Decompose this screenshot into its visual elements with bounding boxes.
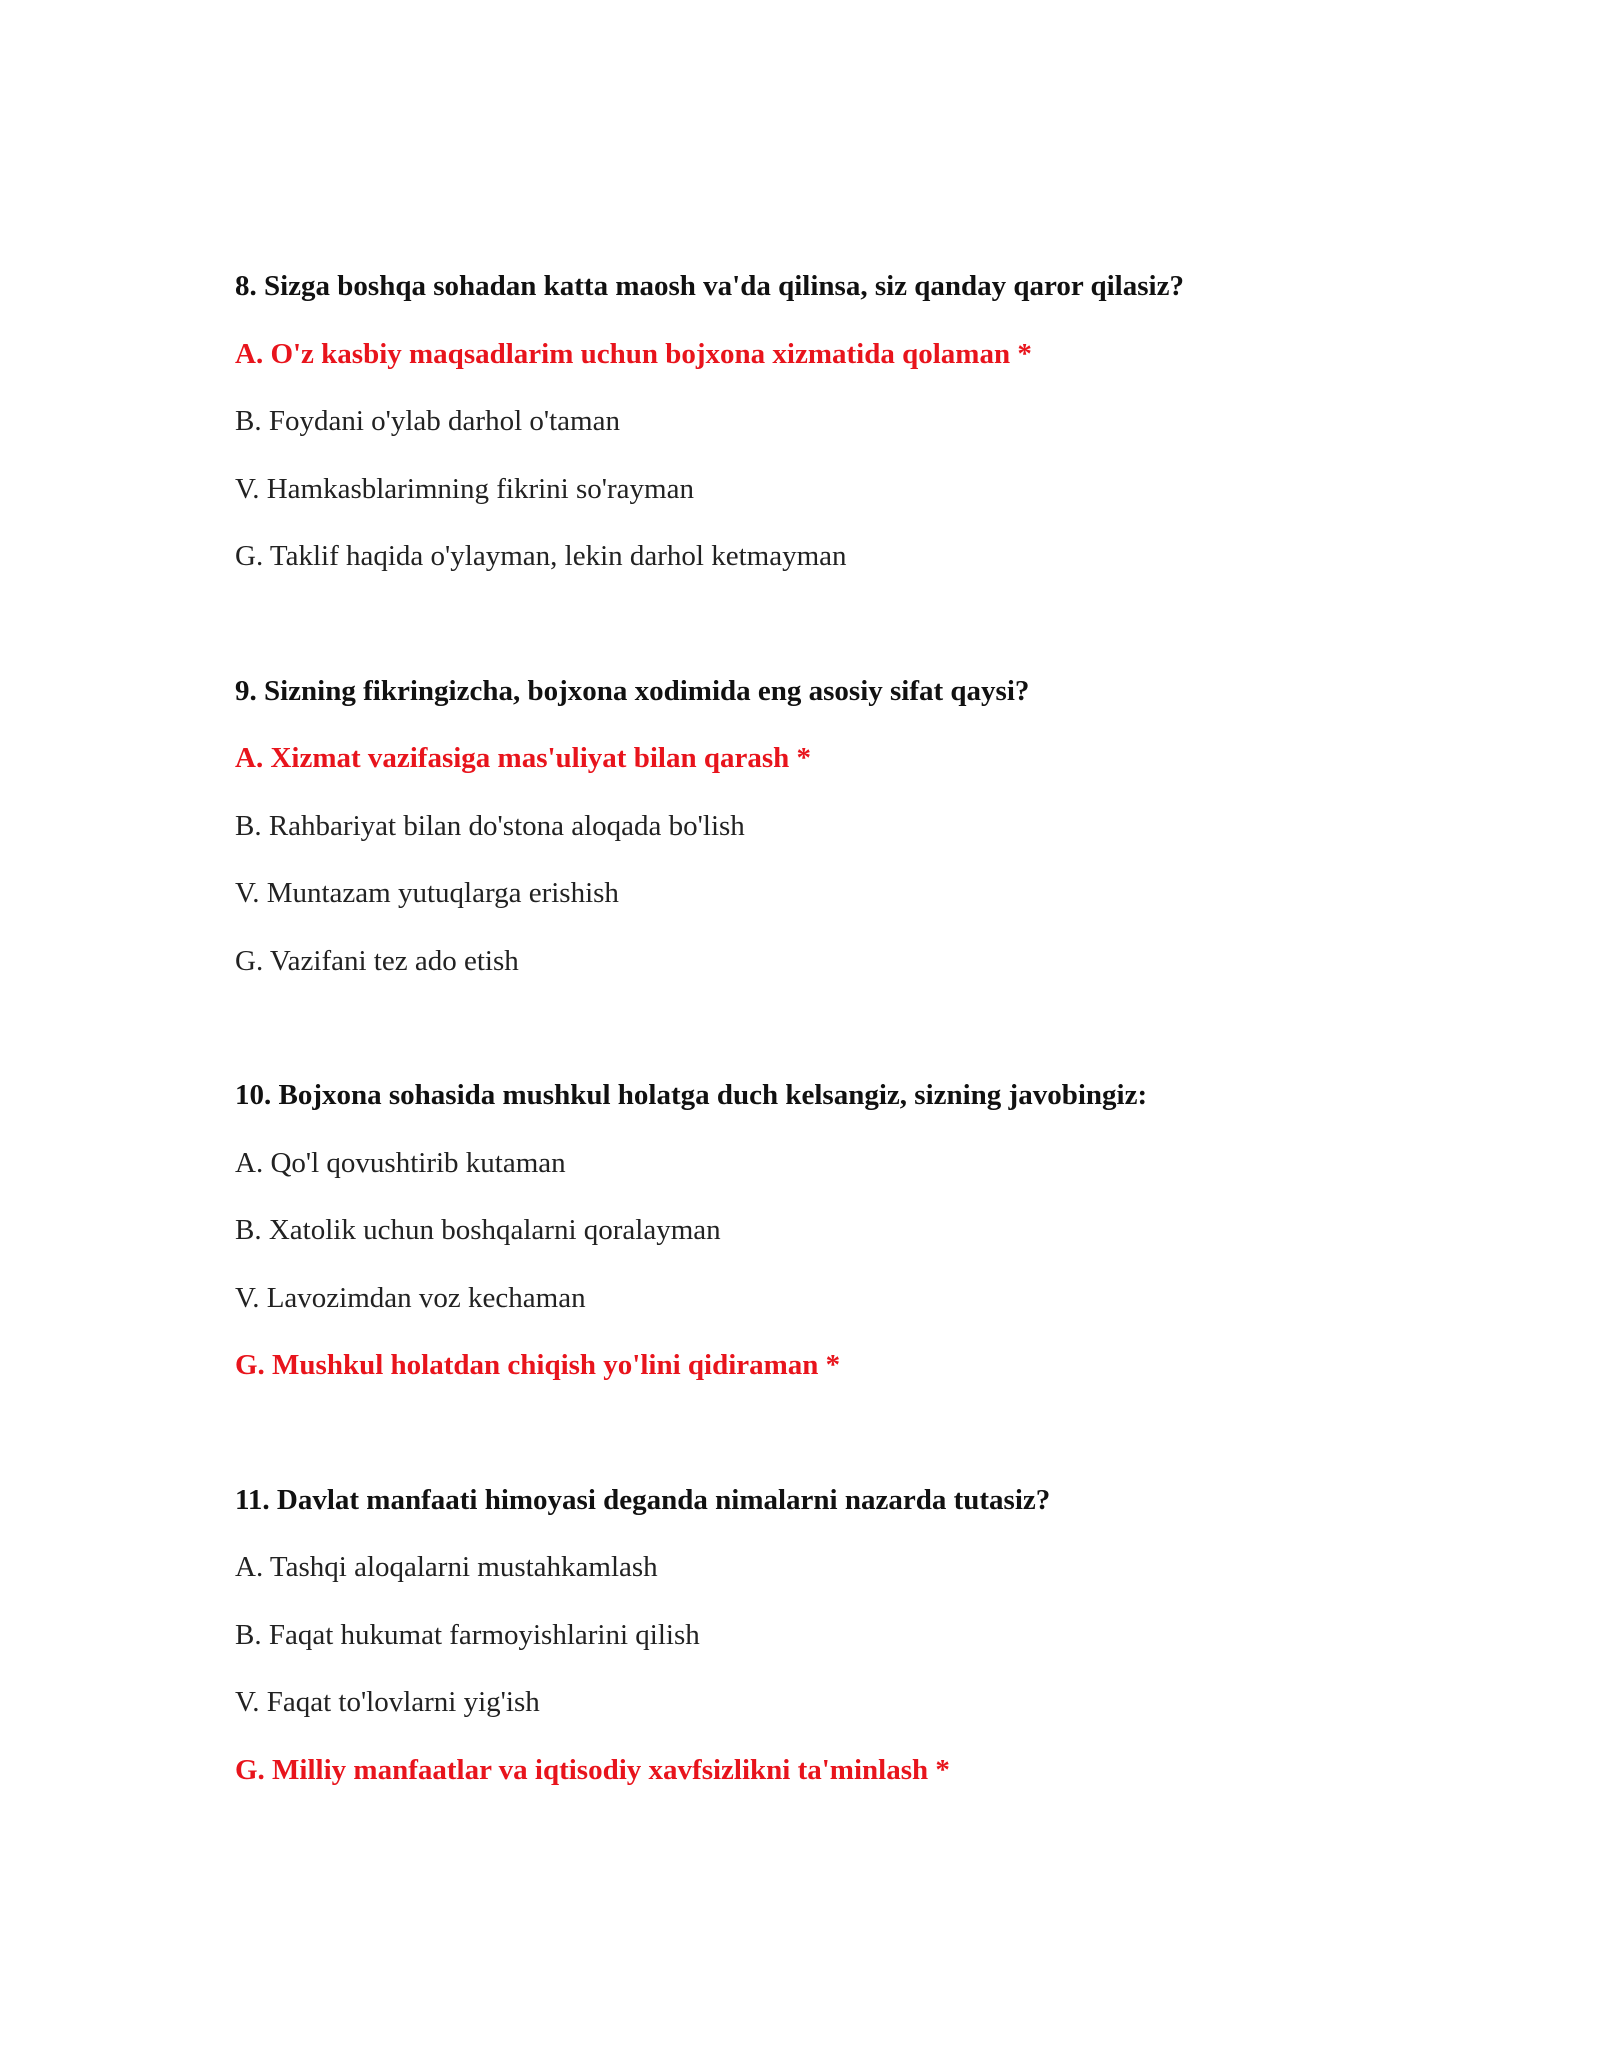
option-g: G. Vazifani tez ado etish: [235, 944, 519, 977]
question-text: 8. Sizga boshqa sohadan katta maosh va'da qilinsa, siz qanday qaror qilasiz?: [235, 270, 1184, 302]
option-v: V. Muntazam yutuqlarga erishish: [235, 877, 619, 909]
question-text: 9. Sizning fikringizcha, bojxona xodimida eng asosiy sifat qaysi?: [235, 674, 1030, 707]
option-b: B. Faqat hukumat farmoyishlarini qilish: [235, 1618, 700, 1651]
option-g-correct: G. Milliy manfaatlar va iqtisodiy xavfsizlikni ta'minlash *: [235, 1753, 950, 1786]
question-text: 11. Davlat manfaati himoyasi deganda nimalarni nazarda tutasiz?: [235, 1483, 1051, 1516]
quiz-page: [235, 253, 1435, 1871]
question-11: [235, 1467, 1435, 1805]
option-b: B. Foydani o'ylab darhol o'taman: [235, 405, 620, 437]
option-a: A. Qo'l qovushtirib kutaman: [235, 1146, 566, 1179]
question-10: [235, 1062, 1435, 1400]
question-8: [235, 253, 1435, 591]
option-a-correct: A. Xizmat vazifasiga mas'uliyat bilan qarash *: [235, 742, 811, 774]
option-a: A. Tashqi aloqalarni mustahkamlash: [235, 1551, 658, 1583]
option-v: V. Lavozimdan voz kechaman: [235, 1281, 586, 1314]
option-b: B. Rahbariyat bilan do'stona aloqada bo'lish: [235, 809, 745, 842]
option-b: B. Xatolik uchun boshqalarni qoralayman: [235, 1214, 721, 1246]
question-9: [235, 658, 1435, 996]
option-v: V. Faqat to'lovlarni yig'ish: [235, 1686, 540, 1718]
option-g-correct: G. Mushkul holatdan chiqish yo'lini qidiraman *: [235, 1349, 841, 1381]
question-text: 10. Bojxona sohasida mushkul holatga duch kelsangiz, sizning javobingiz:: [235, 1079, 1148, 1111]
option-a-correct: A. O'z kasbiy maqsadlarim uchun bojxona xizmatida qolaman *: [235, 337, 1032, 370]
option-g: G. Taklif haqida o'ylayman, lekin darhol ketmayman: [235, 540, 847, 572]
option-v: V. Hamkasblarimning fikrini so'rayman: [235, 472, 694, 505]
